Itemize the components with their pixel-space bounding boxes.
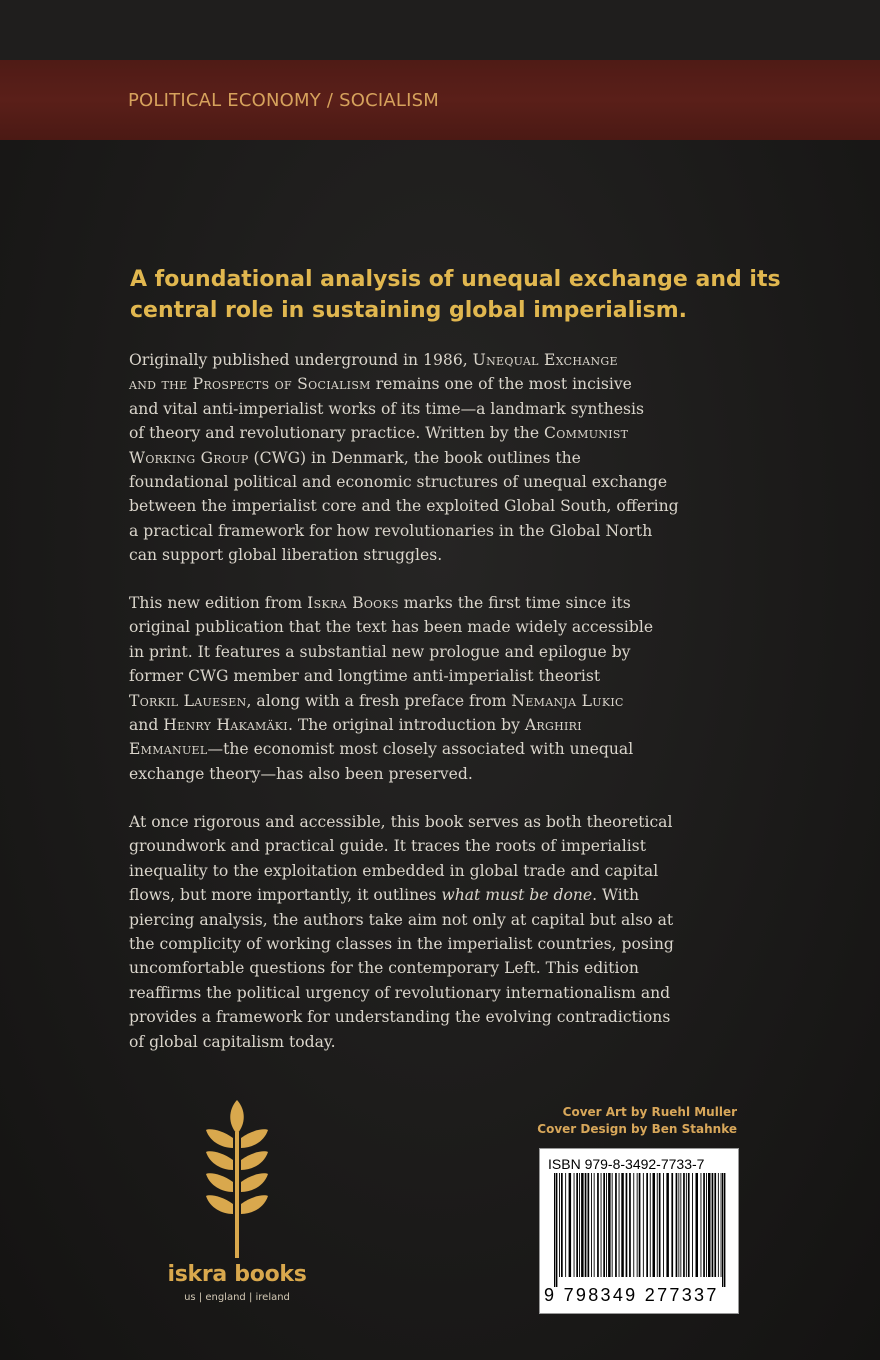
barcode-bar [565, 1173, 566, 1277]
barcode-bar [706, 1173, 707, 1277]
barcode-bar [659, 1173, 661, 1277]
description-paragraph-2: This new edition from Iskra Books marks the first time since its original publication that the text has been made widely accessible in print. It features a substantial new prologue and epilogue by former CWG member and longtime anti-imperialist theorist Torkil Lauesen, along with a fresh preface from Nemanja Lukic and Henry Hakamäki. The original introduction by Arghiri Emmanuel—the economist most closely associated with unequal exchange theory—has also been preserved. [129, 594, 654, 783]
barcode-bar [629, 1173, 631, 1277]
barcode-bar [569, 1173, 572, 1277]
top-strip [0, 0, 880, 60]
barcode-bar [708, 1173, 711, 1277]
contributor-name-cont: Emmanuel [129, 740, 208, 759]
barcode-bar [615, 1173, 617, 1277]
tagline [130, 264, 781, 326]
tagline-line-1: A foundational analysis of unequal exchange and its [130, 267, 781, 292]
barcode-bar [608, 1173, 611, 1277]
publisher-name: iskra books [167, 1262, 307, 1287]
barcode-bar [678, 1173, 679, 1277]
barcode-bars [546, 1173, 732, 1287]
wheat-icon [166, 1096, 308, 1261]
barcode-bar [603, 1173, 605, 1277]
author-name: Communist [544, 424, 629, 443]
description-paragraph-1: Originally published underground in 1986, Unequal Exchange and the Prospects of Socialism remains one of the most incisive and vital anti-imperialist works of its time—a landmark synthesis of theory and revolutionary practice. Written by the Communist Working Group (CWG) in Denmark, the book outlines the foundational political and economic structures of unequal exchange between the imperialist core and the exploited Global South, offering a practical framework for how revolutionaries in the Global North can support global liberation struggles. [129, 351, 679, 565]
barcode-bar [576, 1173, 578, 1277]
barcode-bar [671, 1173, 673, 1277]
isbn-label: ISBN 979-8-3492-7733-7 [548, 1156, 705, 1172]
description-paragraph-3: At once rigorous and accessible, this book serves as both theoretical groundwork and practical guide. It traces the roots of imperialist inequality to the exploitation embedded in global trade and capital flows, but more importantly, it outlines what must be done. With piercing analysis, the authors take aim not only at capital but also at the complicity of working classes in the imperialist countries, posing uncomfortable questions for the contemporary Left. This edition reaffirms the political urgency of revolutionary internationalism and provides a framework for understanding the evolving contradictions of global capitalism today. [129, 813, 674, 1051]
barcode-bar [676, 1173, 678, 1277]
publisher-mention: Iskra Books [307, 594, 399, 612]
barcode-bar [594, 1173, 595, 1277]
barcode-bar [721, 1173, 722, 1277]
barcode-bar [585, 1173, 587, 1277]
author-name-cont: Working Group [129, 448, 249, 467]
barcode-bar [646, 1173, 648, 1277]
barcode-bar [579, 1173, 580, 1277]
barcode-bar [683, 1173, 685, 1277]
barcode-bar [619, 1173, 620, 1277]
barcode-bar [663, 1173, 664, 1277]
barcode-bar [559, 1173, 560, 1277]
barcode-bar [581, 1173, 584, 1277]
barcode-bar [703, 1173, 705, 1277]
contributor-name: Henry Hakamäki [163, 716, 288, 735]
barcode-bar [696, 1173, 699, 1277]
barcode-bar [653, 1173, 656, 1277]
book-title-cont: and the Prospects of Socialism [129, 375, 371, 394]
barcode-guard-bar [554, 1173, 555, 1287]
barcode-bar [597, 1173, 599, 1277]
tagline-line-2: central role in sustaining global imperialism. [130, 298, 688, 323]
barcode-bar [686, 1173, 687, 1277]
barcode-bar [588, 1173, 590, 1277]
barcode-bar [718, 1173, 719, 1277]
barcode-guard-bar [722, 1173, 723, 1287]
barcode-bar [714, 1173, 716, 1277]
barcode-bar [688, 1173, 690, 1277]
barcode-bar [701, 1173, 702, 1277]
emphasis-text: what must be done [441, 886, 593, 905]
barcode-bar [680, 1173, 681, 1277]
barcode-bar [621, 1173, 624, 1277]
barcode-bar [606, 1173, 607, 1277]
barcode-bar [561, 1173, 563, 1277]
publisher-logo [166, 1096, 308, 1316]
barcode-bar [626, 1173, 628, 1277]
barcode-guard-bar [724, 1173, 725, 1287]
cover-credits [537, 1104, 737, 1138]
barcode-bar [639, 1173, 641, 1277]
barcode-bar [666, 1173, 669, 1277]
cover-design-credit: Cover Design by Ben Stahnke [537, 1122, 737, 1136]
cover-art-credit: Cover Art by Ruehl Muller [562, 1105, 737, 1119]
barcode-bar [643, 1173, 644, 1277]
barcode-digits: 9 798349 277337 [544, 1285, 719, 1305]
isbn-barcode [539, 1148, 739, 1314]
barcode-bar [657, 1173, 658, 1277]
barcode-bar [650, 1173, 651, 1277]
category-label: POLITICAL ECONOMY / SOCIALISM [128, 90, 439, 111]
barcode-bar [633, 1173, 634, 1277]
barcode-bar [574, 1173, 575, 1277]
barcode-bar [591, 1173, 592, 1277]
publisher-locations: us | england | ireland [184, 1292, 290, 1303]
barcode-guard-bar [556, 1173, 557, 1287]
contributor-name: Torkil Lauesen [129, 691, 247, 710]
book-title: Unequal Exchange [472, 351, 618, 369]
contributor-name: Nemanja Lukic [511, 691, 624, 710]
barcode-bar [612, 1173, 613, 1277]
contributor-name: Arghiri [524, 716, 582, 735]
barcode-bar [712, 1173, 714, 1277]
barcode-bar [637, 1173, 638, 1277]
barcode-bar [601, 1173, 602, 1277]
barcode-bar [692, 1173, 693, 1277]
